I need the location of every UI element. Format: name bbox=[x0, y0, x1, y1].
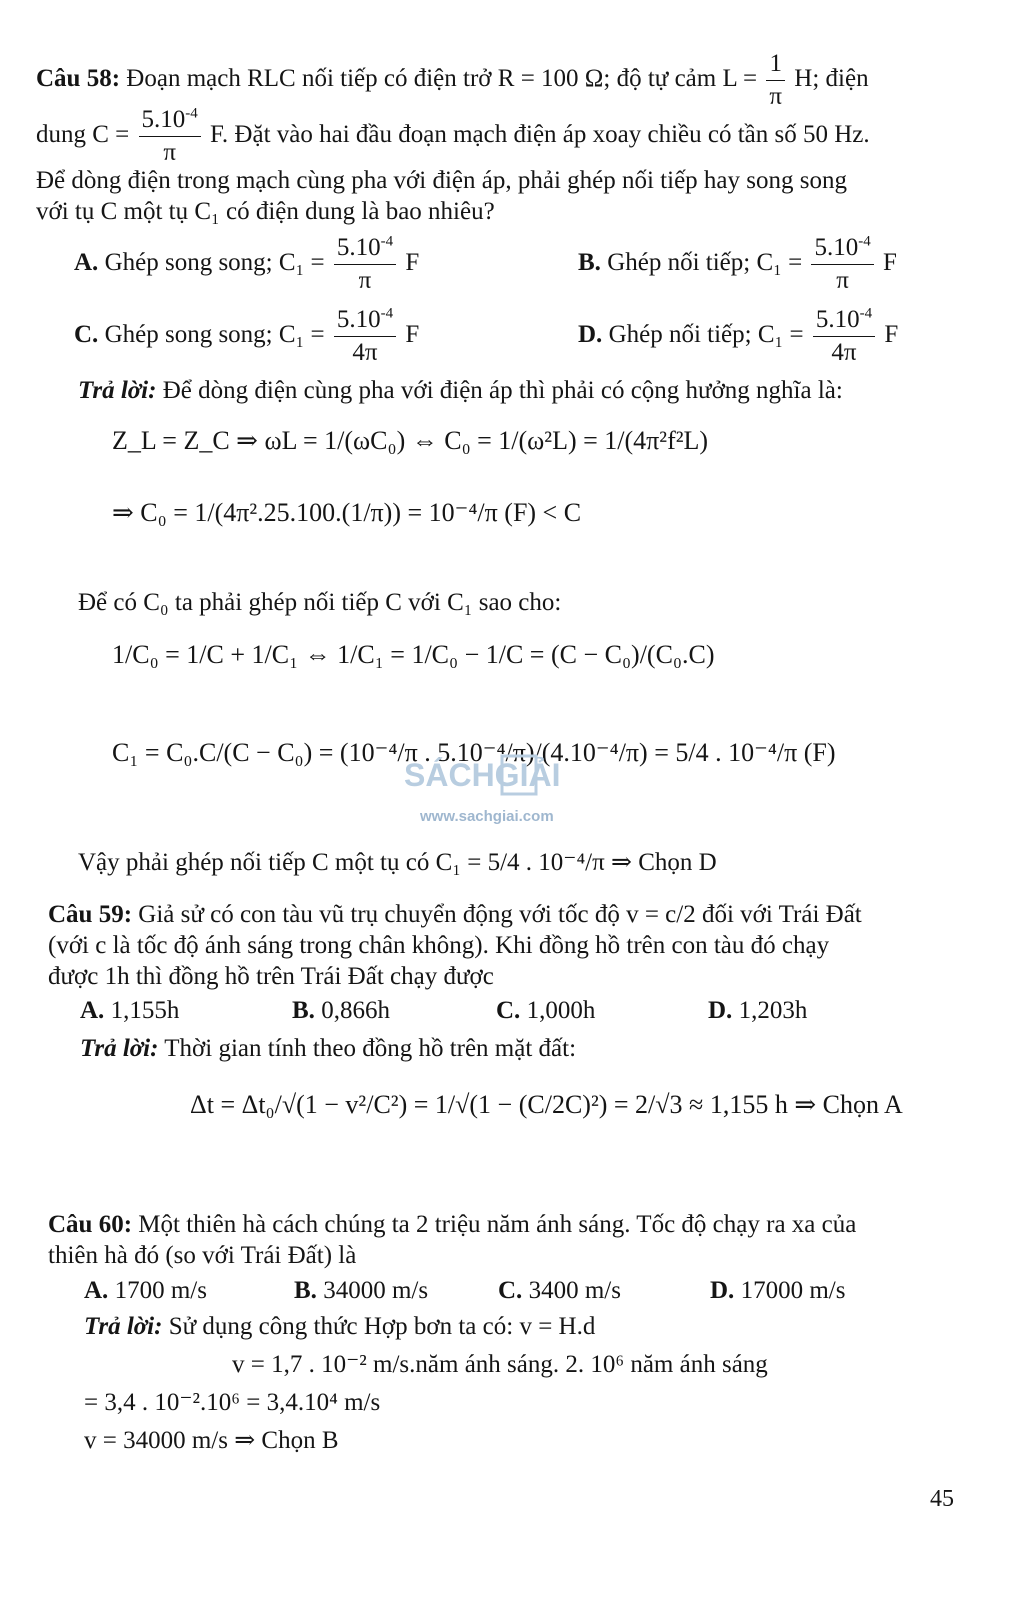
q58-label: Câu 58: bbox=[36, 65, 121, 93]
watermark-logo bbox=[404, 752, 604, 798]
q58-line3: Để dòng điện trong mạch cùng pha với điện áp, phải ghép nối tiếp hay song song bbox=[36, 167, 847, 194]
q60-option-a[interactable]: A. 1700 m/s bbox=[84, 1277, 207, 1304]
q58-conclusion: Vậy phải ghép nối tiếp C một tụ có C₁ = 5/4 . 10⁻⁴/π ⇒ Chọn D bbox=[78, 849, 717, 876]
q58-option-a[interactable]: A. Ghép song song; C₁ = $\frac{5.10^{-4}}{\pi}$ F bbox=[74, 233, 420, 294]
q58-option-d[interactable]: D. Ghép nối tiếp; C₁ = $\frac{5.10^{-4}}{4\pi}$ F bbox=[578, 305, 899, 366]
watermark-url: www.sachgiai.com bbox=[420, 808, 554, 825]
q59-option-c[interactable]: C. 1,000h bbox=[496, 997, 596, 1024]
q60-calc-line3: v = 34000 m/s ⇒ Chọn B bbox=[84, 1427, 339, 1454]
q59-option-d[interactable]: D. 1,203h bbox=[708, 997, 808, 1024]
q58-equation-2: ⇒ C₀ = 1/(4π².25.100.(1/π)) = 10⁻⁴/π (F) < C bbox=[112, 498, 582, 527]
q58-text: Đoạn mạch RLC nối tiếp có điện trở R = 100 Ω; độ tự cảm L = bbox=[126, 65, 758, 93]
q58-answer: Trả lời: Để dòng điện cùng pha với điện áp thì phải có cộng hưởng nghĩa là: bbox=[78, 377, 843, 404]
q60-line2: thiên hà đó (so với Trái Đất) là bbox=[48, 1242, 357, 1269]
q59-line1: Câu 59: Giả sử có con tàu vũ trụ chuyển động với tốc độ v = c/2 đối với Trái Đất bbox=[48, 901, 862, 928]
q58-option-c[interactable]: C. Ghép song song; C₁ = $\frac{5.10^{-4}}{4\pi}$ F bbox=[74, 305, 420, 366]
q59-option-b[interactable]: B. 0,866h bbox=[292, 997, 390, 1024]
q60-line1: Câu 60: Một thiên hà cách chúng ta 2 triệu năm ánh sáng. Tốc độ chạy ra xa của bbox=[48, 1211, 857, 1238]
q60-option-c[interactable]: C. 3400 m/s bbox=[498, 1277, 621, 1304]
q58-equation-4: C₁ = C₀.C/(C − C₀) = (10⁻⁴/π . 5.10⁻⁴/π)/(4.10⁻⁴/π) = 5/4 . 10⁻⁴/π (F) bbox=[112, 738, 836, 767]
q59-answer: Trả lời: Thời gian tính theo đồng hồ trên mặt đất: bbox=[80, 1035, 577, 1062]
q59-equation: Δt = Δt₀/√(1 − v²/C²) = 1/√(1 − (C/2C)²) = 2/√3 ≈ 1,155 h ⇒ Chọn A bbox=[190, 1090, 903, 1119]
q58-line4: với tụ C một tụ C₁ có điện dung là bao nhiêu? bbox=[36, 198, 495, 225]
q60-calc-line1: v = 1,7 . 10⁻² m/s.năm ánh sáng. 2. 10⁶ năm ánh sáng bbox=[232, 1351, 768, 1378]
q60-option-b[interactable]: B. 34000 m/s bbox=[294, 1277, 429, 1304]
q58-option-b[interactable]: B. Ghép nối tiếp; C₁ = $\frac{5.10^{-4}}{\pi}$ F bbox=[578, 233, 897, 294]
q58-C-fraction: $\frac{5.10^{-4}}{\pi}$ bbox=[139, 104, 201, 169]
q58-L-fraction: $\frac{1}{\pi}$ bbox=[766, 48, 785, 113]
q60-option-d[interactable]: D. 17000 m/s bbox=[710, 1277, 846, 1304]
q59-line3: được 1h thì đồng hồ trên Trái Đất chạy được bbox=[48, 963, 494, 990]
q58-line1: Câu 58: Đoạn mạch RLC nối tiếp có điện trở R = 100 Ω; độ tự cảm L = $\frac{1}{\pi}$ H; điện bbox=[36, 48, 869, 113]
page-number: 45 bbox=[930, 1486, 954, 1512]
q58-equation-3: 1/C₀ = 1/C + 1/C₁ ⇔ 1/C₁ = 1/C₀ − 1/C = (C − C₀)/(C₀.C) bbox=[112, 640, 715, 669]
q58-equation-1: Z_L = Z_C ⇒ ωL = 1/(ωC₀) ⇔ C₀ = 1/(ω²L) = 1/(4π²f²L) bbox=[112, 426, 709, 455]
q59-line2: (với c là tốc độ ánh sáng trong chân không). Khi đồng hồ trên con tàu đó chạy bbox=[48, 932, 830, 959]
watermark-text: SÁCHGIẢI bbox=[404, 757, 561, 793]
q59-option-a[interactable]: A. 1,155h bbox=[80, 997, 180, 1024]
q58-line5: Để có C₀ ta phải ghép nối tiếp C với C₁ sao cho: bbox=[78, 589, 562, 616]
q60-answer: Trả lời: Sử dụng công thức Hợp bơn ta có: v = H.d bbox=[84, 1313, 596, 1340]
q60-calc-line2: = 3,4 . 10⁻².10⁶ = 3,4.10⁴ m/s bbox=[84, 1389, 381, 1416]
q58-line2: dung C = $\frac{5.10^{-4}}{\pi}$ F. Đặt vào hai đầu đoạn mạch điện áp xoay chiều có tần số 50 Hz. bbox=[36, 104, 870, 169]
